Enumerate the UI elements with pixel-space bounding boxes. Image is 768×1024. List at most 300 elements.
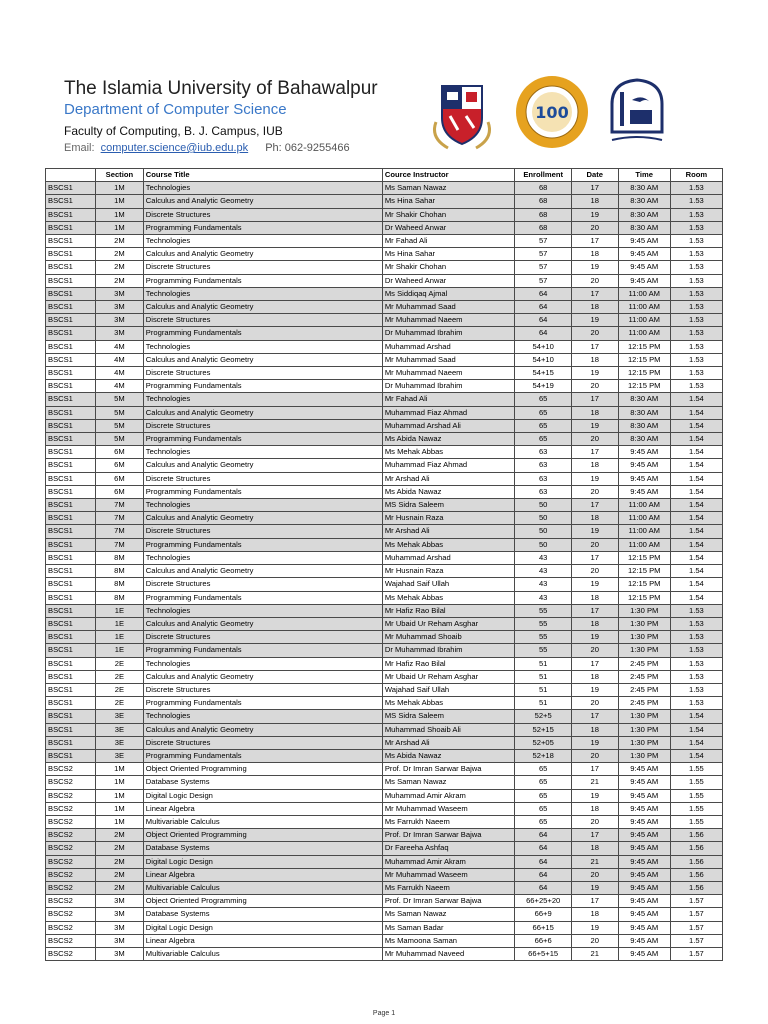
instructor-cell: Mr Fahad Ali <box>382 235 515 248</box>
class-cell: BSCS2 <box>46 881 96 894</box>
class-cell: BSCS1 <box>46 499 96 512</box>
date-cell: 19 <box>571 736 618 749</box>
enrollment-cell: 65 <box>515 776 572 789</box>
enrollment-cell: 52+5 <box>515 710 572 723</box>
course-title-cell: Programming Fundamentals <box>143 433 382 446</box>
class-cell: BSCS1 <box>46 683 96 696</box>
date-cell: 20 <box>571 380 618 393</box>
time-cell: 9:45 AM <box>618 485 670 498</box>
class-cell: BSCS2 <box>46 763 96 776</box>
table-row <box>46 499 723 512</box>
section-cell: 1M <box>95 208 143 221</box>
enrollment-cell: 43 <box>515 591 572 604</box>
room-cell: 1.53 <box>670 340 722 353</box>
class-cell: BSCS1 <box>46 723 96 736</box>
instructor-cell: Ms Farrukh Naeem <box>382 815 515 828</box>
class-cell: BSCS1 <box>46 235 96 248</box>
date-cell: 19 <box>571 921 618 934</box>
class-cell: BSCS1 <box>46 591 96 604</box>
room-cell: 1.55 <box>670 802 722 815</box>
instructor-cell: MS Sidra Saleem <box>382 499 515 512</box>
room-cell: 1.54 <box>670 472 722 485</box>
course-title-cell: Technologies <box>143 287 382 300</box>
university-arch-logo-icon <box>606 76 668 150</box>
date-cell: 19 <box>571 578 618 591</box>
instructor-cell: Mr Muhammad Shoaib <box>382 631 515 644</box>
room-cell: 1.54 <box>670 723 722 736</box>
class-cell: BSCS1 <box>46 525 96 538</box>
class-cell: BSCS2 <box>46 934 96 947</box>
enrollment-cell: 55 <box>515 644 572 657</box>
time-cell: 9:45 AM <box>618 829 670 842</box>
room-cell: 1.53 <box>670 261 722 274</box>
room-cell: 1.54 <box>670 459 722 472</box>
table-row <box>46 934 723 947</box>
column-header: Course Title <box>143 169 382 182</box>
instructor-cell: Mr Husnain Raza <box>382 565 515 578</box>
date-cell: 18 <box>571 591 618 604</box>
time-cell: 9:45 AM <box>618 248 670 261</box>
class-cell: BSCS1 <box>46 631 96 644</box>
section-cell: 8M <box>95 551 143 564</box>
instructor-cell: Mr Shakir Chohan <box>382 208 515 221</box>
instructor-cell: Ms Saman Nawaz <box>382 908 515 921</box>
enrollment-cell: 66+5+15 <box>515 947 572 960</box>
time-cell: 9:45 AM <box>618 934 670 947</box>
section-cell: 5M <box>95 393 143 406</box>
enrollment-cell: 64 <box>515 301 572 314</box>
time-cell: 8:30 AM <box>618 221 670 234</box>
course-title-cell: Database Systems <box>143 776 382 789</box>
date-cell: 19 <box>571 789 618 802</box>
enrollment-cell: 63 <box>515 459 572 472</box>
course-title-cell: Programming Fundamentals <box>143 749 382 762</box>
class-cell: BSCS2 <box>46 921 96 934</box>
instructor-cell: Ms Saman Nawaz <box>382 182 515 195</box>
class-cell: BSCS2 <box>46 815 96 828</box>
room-cell: 1.53 <box>670 221 722 234</box>
section-cell: 5M <box>95 406 143 419</box>
table-row <box>46 789 723 802</box>
table-row <box>46 670 723 683</box>
time-cell: 1:30 PM <box>618 749 670 762</box>
course-title-cell: Multivariable Calculus <box>143 881 382 894</box>
course-title-cell: Linear Algebra <box>143 934 382 947</box>
course-title-cell: Technologies <box>143 182 382 195</box>
table-row <box>46 895 723 908</box>
section-cell: 6M <box>95 485 143 498</box>
enrollment-cell: 65 <box>515 789 572 802</box>
table-row <box>46 551 723 564</box>
class-cell: BSCS1 <box>46 644 96 657</box>
table-row <box>46 287 723 300</box>
section-cell: 7M <box>95 512 143 525</box>
page-footer: Page 1 <box>372 1010 396 1017</box>
section-cell: 8M <box>95 578 143 591</box>
date-cell: 20 <box>571 934 618 947</box>
enrollment-cell: 51 <box>515 657 572 670</box>
enrollment-cell: 57 <box>515 235 572 248</box>
room-cell: 1.54 <box>670 525 722 538</box>
class-cell: BSCS1 <box>46 617 96 630</box>
room-cell: 1.57 <box>670 934 722 947</box>
table-row <box>46 208 723 221</box>
column-header: Enrollment <box>515 169 572 182</box>
instructor-cell: MS Sidra Saleem <box>382 710 515 723</box>
room-cell: 1.56 <box>670 855 722 868</box>
instructor-cell: Ms Farrukh Naeem <box>382 881 515 894</box>
time-cell: 1:30 PM <box>618 723 670 736</box>
date-cell: 20 <box>571 327 618 340</box>
enrollment-cell: 50 <box>515 538 572 551</box>
time-cell: 12:15 PM <box>618 565 670 578</box>
room-cell: 1.57 <box>670 908 722 921</box>
room-cell: 1.54 <box>670 393 722 406</box>
table-row <box>46 815 723 828</box>
date-cell: 17 <box>571 763 618 776</box>
date-cell: 18 <box>571 842 618 855</box>
table-row <box>46 182 723 195</box>
time-cell: 11:00 AM <box>618 525 670 538</box>
time-cell: 1:30 PM <box>618 710 670 723</box>
enrollment-cell: 63 <box>515 446 572 459</box>
class-cell: BSCS1 <box>46 274 96 287</box>
table-row <box>46 301 723 314</box>
class-cell: BSCS1 <box>46 419 96 432</box>
class-cell: BSCS2 <box>46 947 96 960</box>
enrollment-cell: 64 <box>515 881 572 894</box>
table-row <box>46 617 723 630</box>
table-row <box>46 261 723 274</box>
instructor-cell: Mr Husnain Raza <box>382 512 515 525</box>
section-cell: 3E <box>95 723 143 736</box>
section-cell: 1M <box>95 802 143 815</box>
date-cell: 18 <box>571 908 618 921</box>
enrollment-cell: 43 <box>515 565 572 578</box>
instructor-cell: Ms Abida Nawaz <box>382 485 515 498</box>
room-cell: 1.53 <box>670 683 722 696</box>
table-row <box>46 921 723 934</box>
time-cell: 9:45 AM <box>618 908 670 921</box>
room-cell: 1.55 <box>670 763 722 776</box>
course-title-cell: Programming Fundamentals <box>143 274 382 287</box>
section-cell: 2E <box>95 683 143 696</box>
time-cell: 2:45 PM <box>618 697 670 710</box>
instructor-cell: Mr Hafiz Rao Bilal <box>382 604 515 617</box>
table-row <box>46 446 723 459</box>
enrollment-cell: 68 <box>515 195 572 208</box>
course-title-cell: Discrete Structures <box>143 367 382 380</box>
section-cell: 3M <box>95 921 143 934</box>
table-row <box>46 881 723 894</box>
course-title-cell: Object Oriented Programming <box>143 829 382 842</box>
course-title-cell: Programming Fundamentals <box>143 644 382 657</box>
room-cell: 1.57 <box>670 947 722 960</box>
room-cell: 1.56 <box>670 881 722 894</box>
course-title-cell: Discrete Structures <box>143 736 382 749</box>
time-cell: 12:15 PM <box>618 353 670 366</box>
table-row <box>46 631 723 644</box>
class-cell: BSCS1 <box>46 485 96 498</box>
instructor-cell: Muhammad Amir Akram <box>382 855 515 868</box>
time-cell: 9:45 AM <box>618 881 670 894</box>
date-cell: 18 <box>571 195 618 208</box>
date-cell: 19 <box>571 314 618 327</box>
enrollment-cell: 64 <box>515 829 572 842</box>
table-row <box>46 578 723 591</box>
table-row <box>46 749 723 762</box>
room-cell: 1.54 <box>670 551 722 564</box>
room-cell: 1.54 <box>670 710 722 723</box>
course-title-cell: Calculus and Analytic Geometry <box>143 617 382 630</box>
time-cell: 9:45 AM <box>618 274 670 287</box>
section-cell: 3M <box>95 301 143 314</box>
course-title-cell: Calculus and Analytic Geometry <box>143 459 382 472</box>
table-row <box>46 459 723 472</box>
room-cell: 1.53 <box>670 182 722 195</box>
enrollment-cell: 64 <box>515 868 572 881</box>
instructor-cell: Mr Muhammad Waseem <box>382 868 515 881</box>
class-cell: BSCS1 <box>46 195 96 208</box>
instructor-cell: Dr Waheed Anwar <box>382 221 515 234</box>
enrollment-cell: 54+10 <box>515 340 572 353</box>
room-cell: 1.54 <box>670 538 722 551</box>
date-cell: 20 <box>571 565 618 578</box>
date-cell: 20 <box>571 221 618 234</box>
date-cell: 20 <box>571 868 618 881</box>
logo-group <box>424 74 714 154</box>
class-cell: BSCS1 <box>46 406 96 419</box>
instructor-cell: Mr Muhammad Saad <box>382 301 515 314</box>
section-cell: 3M <box>95 947 143 960</box>
room-cell: 1.54 <box>670 736 722 749</box>
section-cell: 2M <box>95 842 143 855</box>
class-cell: BSCS2 <box>46 855 96 868</box>
enrollment-cell: 54+10 <box>515 353 572 366</box>
enrollment-cell: 51 <box>515 697 572 710</box>
date-cell: 17 <box>571 182 618 195</box>
enrollment-cell: 57 <box>515 261 572 274</box>
course-title-cell: Discrete Structures <box>143 525 382 538</box>
enrollment-cell: 57 <box>515 274 572 287</box>
class-cell: BSCS1 <box>46 340 96 353</box>
enrollment-cell: 55 <box>515 604 572 617</box>
time-cell: 9:45 AM <box>618 261 670 274</box>
table-row <box>46 485 723 498</box>
table-row <box>46 314 723 327</box>
room-cell: 1.53 <box>670 617 722 630</box>
course-title-cell: Technologies <box>143 235 382 248</box>
course-title-cell: Calculus and Analytic Geometry <box>143 301 382 314</box>
room-cell: 1.54 <box>670 591 722 604</box>
date-cell: 19 <box>571 525 618 538</box>
enrollment-cell: 51 <box>515 683 572 696</box>
time-cell: 9:45 AM <box>618 776 670 789</box>
date-cell: 20 <box>571 644 618 657</box>
date-cell: 18 <box>571 617 618 630</box>
course-title-cell: Programming Fundamentals <box>143 327 382 340</box>
table-row <box>46 248 723 261</box>
time-cell: 1:30 PM <box>618 644 670 657</box>
room-cell: 1.53 <box>670 235 722 248</box>
instructor-cell: Mr Ubaid Ur Reham Asghar <box>382 670 515 683</box>
contact-line <box>64 142 350 154</box>
date-cell: 18 <box>571 459 618 472</box>
date-cell: 20 <box>571 697 618 710</box>
course-title-cell: Discrete Structures <box>143 314 382 327</box>
course-title-cell: Technologies <box>143 446 382 459</box>
time-cell: 9:45 AM <box>618 459 670 472</box>
room-cell: 1.53 <box>670 301 722 314</box>
section-cell: 3M <box>95 908 143 921</box>
course-title-cell: Digital Logic Design <box>143 855 382 868</box>
enrollment-cell: 43 <box>515 551 572 564</box>
enrollment-cell: 68 <box>515 221 572 234</box>
enrollment-cell: 65 <box>515 433 572 446</box>
enrollment-cell: 63 <box>515 472 572 485</box>
room-cell: 1.54 <box>670 485 722 498</box>
room-cell: 1.55 <box>670 776 722 789</box>
date-cell: 17 <box>571 499 618 512</box>
column-header: Cource Instructor <box>382 169 515 182</box>
time-cell: 9:45 AM <box>618 789 670 802</box>
class-cell: BSCS2 <box>46 802 96 815</box>
crest-logo-icon <box>428 78 496 154</box>
instructor-cell: Ms Mehak Abbas <box>382 591 515 604</box>
time-cell: 9:45 AM <box>618 235 670 248</box>
time-cell: 9:45 AM <box>618 763 670 776</box>
class-cell: BSCS1 <box>46 208 96 221</box>
instructor-cell: Muhammad Shoaib Ali <box>382 723 515 736</box>
table-row <box>46 723 723 736</box>
table-row <box>46 406 723 419</box>
instructor-cell: Mr Muhammad Naveed <box>382 947 515 960</box>
table-row <box>46 380 723 393</box>
date-cell: 18 <box>571 301 618 314</box>
time-cell: 11:00 AM <box>618 327 670 340</box>
table-row <box>46 710 723 723</box>
faculty-name: Faculty of Computing, B. J. Campus, IUB <box>64 124 283 138</box>
section-cell: 7M <box>95 538 143 551</box>
column-header: Time <box>618 169 670 182</box>
section-cell: 5M <box>95 419 143 432</box>
time-cell: 11:00 AM <box>618 538 670 551</box>
section-cell: 6M <box>95 459 143 472</box>
date-cell: 18 <box>571 512 618 525</box>
room-cell: 1.53 <box>670 697 722 710</box>
table-row <box>46 235 723 248</box>
room-cell: 1.53 <box>670 248 722 261</box>
class-cell: BSCS1 <box>46 459 96 472</box>
section-cell: 3M <box>95 314 143 327</box>
course-title-cell: Object Oriented Programming <box>143 895 382 908</box>
date-cell: 19 <box>571 261 618 274</box>
section-cell: 1E <box>95 617 143 630</box>
instructor-cell: Muhammad Arshad <box>382 340 515 353</box>
room-cell: 1.55 <box>670 815 722 828</box>
instructor-cell: Dr Muhammad Ibrahim <box>382 380 515 393</box>
room-cell: 1.56 <box>670 842 722 855</box>
course-title-cell: Calculus and Analytic Geometry <box>143 406 382 419</box>
class-cell: BSCS2 <box>46 868 96 881</box>
date-cell: 19 <box>571 367 618 380</box>
room-cell: 1.54 <box>670 512 722 525</box>
class-cell: BSCS1 <box>46 221 96 234</box>
time-cell: 1:30 PM <box>618 617 670 630</box>
course-title-cell: Multivariable Calculus <box>143 947 382 960</box>
enrollment-cell: 50 <box>515 525 572 538</box>
table-row <box>46 908 723 921</box>
instructor-cell: Ms Abida Nawaz <box>382 433 515 446</box>
date-cell: 17 <box>571 287 618 300</box>
instructor-cell: Dr Fareeha Ashfaq <box>382 842 515 855</box>
class-cell: BSCS1 <box>46 670 96 683</box>
instructor-cell: Dr Muhammad Ibrahim <box>382 644 515 657</box>
table-row <box>46 274 723 287</box>
table-row <box>46 855 723 868</box>
table-row <box>46 353 723 366</box>
course-title-cell: Programming Fundamentals <box>143 591 382 604</box>
date-cell: 17 <box>571 393 618 406</box>
date-cell: 19 <box>571 683 618 696</box>
date-cell: 17 <box>571 340 618 353</box>
table-row <box>46 842 723 855</box>
room-cell: 1.53 <box>670 380 722 393</box>
enrollment-cell: 66+25+20 <box>515 895 572 908</box>
course-title-cell: Calculus and Analytic Geometry <box>143 248 382 261</box>
section-cell: 1E <box>95 631 143 644</box>
instructor-cell: Ms Mehak Abbas <box>382 697 515 710</box>
enrollment-cell: 65 <box>515 393 572 406</box>
section-cell: 1M <box>95 195 143 208</box>
time-cell: 9:45 AM <box>618 842 670 855</box>
date-cell: 17 <box>571 235 618 248</box>
date-cell: 21 <box>571 855 618 868</box>
course-title-cell: Programming Fundamentals <box>143 221 382 234</box>
instructor-cell: Mr Muhammad Waseem <box>382 802 515 815</box>
time-cell: 9:45 AM <box>618 802 670 815</box>
course-title-cell: Discrete Structures <box>143 261 382 274</box>
table-row <box>46 604 723 617</box>
date-cell: 18 <box>571 802 618 815</box>
room-cell: 1.54 <box>670 433 722 446</box>
time-cell: 2:45 PM <box>618 683 670 696</box>
time-cell: 2:45 PM <box>618 670 670 683</box>
course-title-cell: Calculus and Analytic Geometry <box>143 670 382 683</box>
class-cell: BSCS1 <box>46 551 96 564</box>
class-cell: BSCS1 <box>46 367 96 380</box>
section-cell: 7M <box>95 499 143 512</box>
room-cell: 1.53 <box>670 208 722 221</box>
room-cell: 1.54 <box>670 578 722 591</box>
date-cell: 19 <box>571 419 618 432</box>
enrollment-cell: 43 <box>515 578 572 591</box>
class-cell: BSCS1 <box>46 736 96 749</box>
course-title-cell: Discrete Structures <box>143 683 382 696</box>
date-cell: 18 <box>571 248 618 261</box>
email-link[interactable]: computer.science@iub.edu.pk <box>100 142 249 154</box>
time-cell: 12:15 PM <box>618 367 670 380</box>
course-title-cell: Technologies <box>143 340 382 353</box>
table-body <box>46 182 723 961</box>
class-cell: BSCS2 <box>46 829 96 842</box>
time-cell: 9:45 AM <box>618 472 670 485</box>
date-cell: 20 <box>571 815 618 828</box>
table-row <box>46 683 723 696</box>
table-row <box>46 538 723 551</box>
room-cell: 1.53 <box>670 367 722 380</box>
instructor-cell: Prof. Dr Imran Sarwar Bajwa <box>382 763 515 776</box>
